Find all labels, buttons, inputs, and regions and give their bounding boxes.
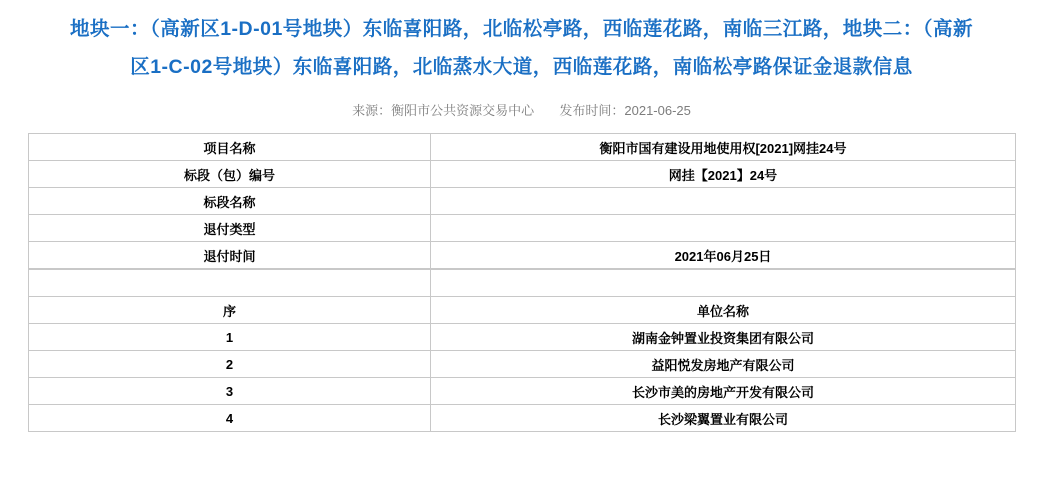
table-row bbox=[29, 324, 1016, 351]
document-meta bbox=[0, 100, 1043, 119]
unit-index-cell: 3 bbox=[29, 378, 431, 405]
table-spacer-row bbox=[29, 270, 1016, 297]
page-title bbox=[0, 0, 1043, 86]
unit-name-cell: 湖南金钟置业投资集团有限公司 bbox=[431, 324, 1016, 351]
unit-name-cell: 长沙梁翼置业有限公司 bbox=[431, 405, 1016, 432]
table-row bbox=[29, 378, 1016, 405]
section-code-label: 标段（包）编号 bbox=[29, 161, 431, 188]
unit-index-cell: 2 bbox=[29, 351, 431, 378]
refund-time-label: 退付时间 bbox=[29, 242, 431, 269]
table-row bbox=[29, 161, 1016, 188]
table-row bbox=[29, 134, 1016, 161]
page-title-line-2: 区1-C-02号地块）东临喜阳路，北临蒸水大道，西临莲花路，南临松亭路保证金退款信息 bbox=[130, 56, 913, 78]
table-row bbox=[29, 405, 1016, 432]
unit-index-cell: 4 bbox=[29, 405, 431, 432]
refund-type-label: 退付类型 bbox=[29, 215, 431, 242]
tables-container bbox=[0, 133, 1043, 432]
refund-time-value: 2021年06月25日 bbox=[431, 242, 1016, 269]
spacer-cell-left bbox=[29, 270, 431, 297]
unit-name-header: 单位名称 bbox=[431, 297, 1016, 324]
table-row bbox=[29, 215, 1016, 242]
spacer-cell-right bbox=[431, 270, 1016, 297]
page-title-line-1: 地块一：（高新区1-D-01号地块）东临喜阳路，北临松亭路，西临莲花路，南临三江路，地块二：（高新 bbox=[69, 18, 974, 40]
section-code-value: 网挂【2021】24号 bbox=[431, 161, 1016, 188]
unit-index-cell: 1 bbox=[29, 324, 431, 351]
section-name-value bbox=[431, 188, 1016, 215]
unit-name-cell: 益阳悦发房地产有限公司 bbox=[431, 351, 1016, 378]
project-name-value: 衡阳市国有建设用地使用权[2021]网挂24号 bbox=[431, 134, 1016, 161]
table-row bbox=[29, 351, 1016, 378]
unit-index-header: 序 bbox=[29, 297, 431, 324]
section-name-label: 标段名称 bbox=[29, 188, 431, 215]
source-label: 来源：衡阳市公共资源交易中心 bbox=[352, 103, 535, 118]
publish-time-label: 发布时间：2021-06-25 bbox=[559, 103, 691, 118]
project-name-label: 项目名称 bbox=[29, 134, 431, 161]
table-row bbox=[29, 188, 1016, 215]
refund-info-table bbox=[28, 133, 1016, 269]
table-row bbox=[29, 242, 1016, 269]
refund-type-value bbox=[431, 215, 1016, 242]
unit-name-cell: 长沙市美的房地产开发有限公司 bbox=[431, 378, 1016, 405]
table-header-row bbox=[29, 297, 1016, 324]
unit-list-table bbox=[28, 269, 1016, 432]
